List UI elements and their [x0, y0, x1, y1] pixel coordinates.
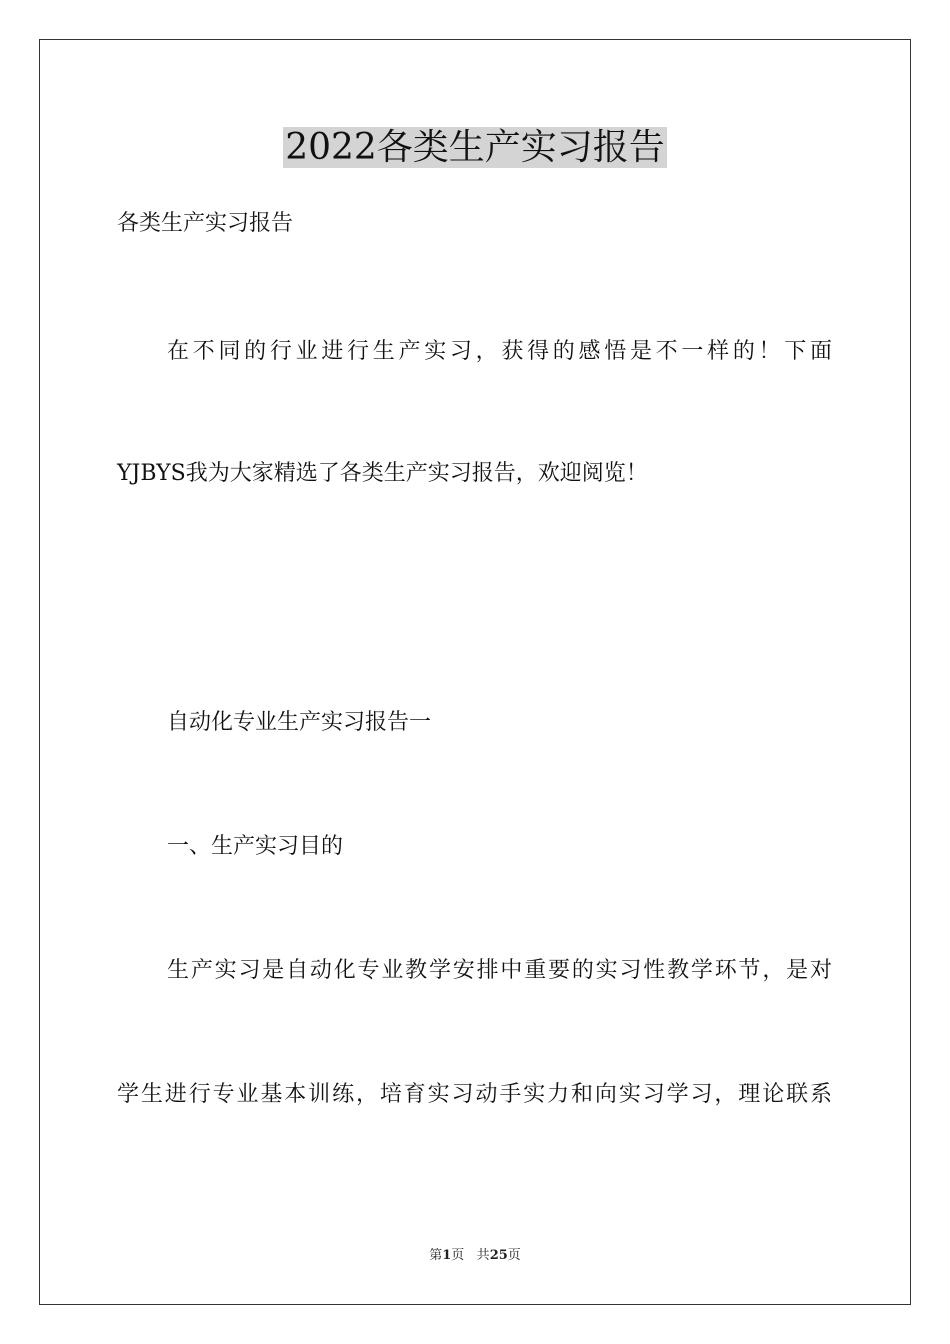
section-heading: 自动化专业生产实习报告一: [167, 710, 432, 735]
title-text: 2022各类生产实习报告: [285, 127, 665, 168]
paragraph-line-3: 生产实习是自动化专业教学安排中重要的实习性教学环节，是对: [167, 958, 832, 983]
subtitle: 各类生产实习报告: [117, 211, 294, 236]
paragraph-line-1: 在不同的行业进行生产实习，获得的感悟是不一样的！下面: [167, 339, 832, 364]
page-number: 1: [442, 1248, 452, 1263]
subsection-heading: 一、生产实习目的: [167, 834, 344, 859]
total-suffix: 页: [507, 1248, 521, 1263]
paragraph-line-4: 学生进行专业基本训练，培育实习动手实力和向实习学习，理论联系: [117, 1082, 832, 1107]
page-footer: [0, 1247, 950, 1265]
page-suffix: 页: [451, 1248, 465, 1263]
total-prefix: 共: [476, 1248, 490, 1263]
total-pages: 25: [489, 1248, 508, 1263]
document-title: [0, 126, 950, 170]
page-prefix: 第: [429, 1248, 443, 1263]
paragraph-line-2: YJBYS我为大家精选了各类生产实习报告，欢迎阅览！: [117, 461, 648, 486]
